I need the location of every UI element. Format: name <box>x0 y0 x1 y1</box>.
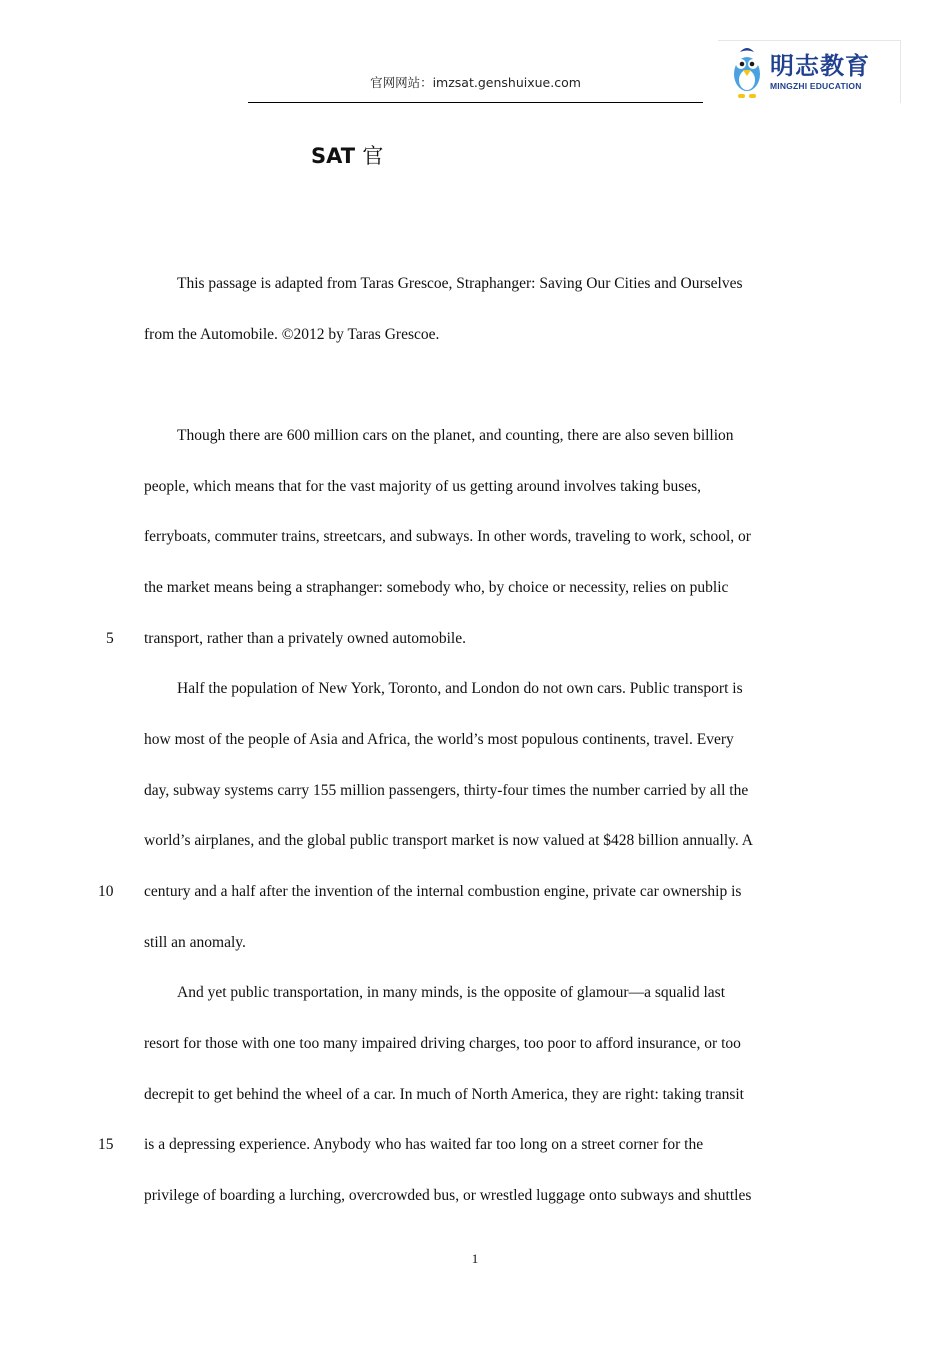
passage-line: resort for those with one too many impaired driving charges, too poor to afford insurance, or too <box>144 1035 741 1052</box>
passage-line: And yet public transportation, in many minds, is the opposite of glamour—a squalid last <box>177 984 726 1001</box>
passage-line: how most of the people of Asia and Africa, the world’s most populous continents, travel. Every <box>144 731 734 748</box>
passage-line: Half the population of New York, Toronto, and London do not own cars. Public transport is <box>177 680 743 697</box>
line-number: 10 <box>98 883 114 900</box>
line-number: 5 <box>106 630 114 647</box>
line-number: 15 <box>98 1136 114 1153</box>
passage-line: decrepit to get behind the wheel of a car. In much of North America, they are right: taking transit <box>144 1086 744 1103</box>
intro-line: from the Automobile. ©2012 by Taras Grescoe. <box>144 326 440 343</box>
passage-line: world’s airplanes, and the global public transport market is now valued at $428 billion annually. A <box>144 832 753 849</box>
header-rule <box>248 102 703 103</box>
title-chinese: 官 <box>362 144 384 168</box>
passage-line: Though there are 600 million cars on the planet, and counting, there are also seven billion <box>177 427 734 444</box>
intro-line: This passage is adapted from Taras Grescoe, Straphanger: Saving Our Cities and Ourselves <box>177 275 743 292</box>
document-title <box>311 140 383 170</box>
title-latin: SAT <box>311 144 356 168</box>
passage-line: century and a half after the invention of the internal combustion engine, private car ownership is <box>144 883 742 900</box>
passage-line: privilege of boarding a lurching, overcrowded bus, or wrestled luggage onto subways and shuttles <box>144 1187 752 1204</box>
passage-line: is a depressing experience. Anybody who has waited far too long on a street corner for the <box>144 1136 704 1153</box>
passage-line: ferryboats, commuter trains, streetcars, and subways. In other words, traveling to work, school, or <box>144 528 751 545</box>
passage-line: day, subway systems carry 155 million passengers, thirty-four times the number carried by all the <box>144 782 749 799</box>
passage-line: the market means being a straphanger: somebody who, by choice or necessity, relies on public <box>144 579 729 596</box>
passage-line: still an anomaly. <box>144 934 246 951</box>
logo-english-name: MINGZHI EDUCATION <box>770 80 862 91</box>
page-number: 1 <box>471 1251 479 1266</box>
mingzhi-logo <box>718 40 901 103</box>
passage-line: people, which means that for the vast majority of us getting around involves taking buses, <box>144 478 702 495</box>
logo-chinese-name: 明志教育 <box>770 51 870 80</box>
header-site-label: 官网网站：imzsat.genshuixue.com <box>370 75 581 90</box>
parrot-mascot-icon <box>730 44 764 100</box>
passage-line: transport, rather than a privately owned automobile. <box>144 630 466 647</box>
